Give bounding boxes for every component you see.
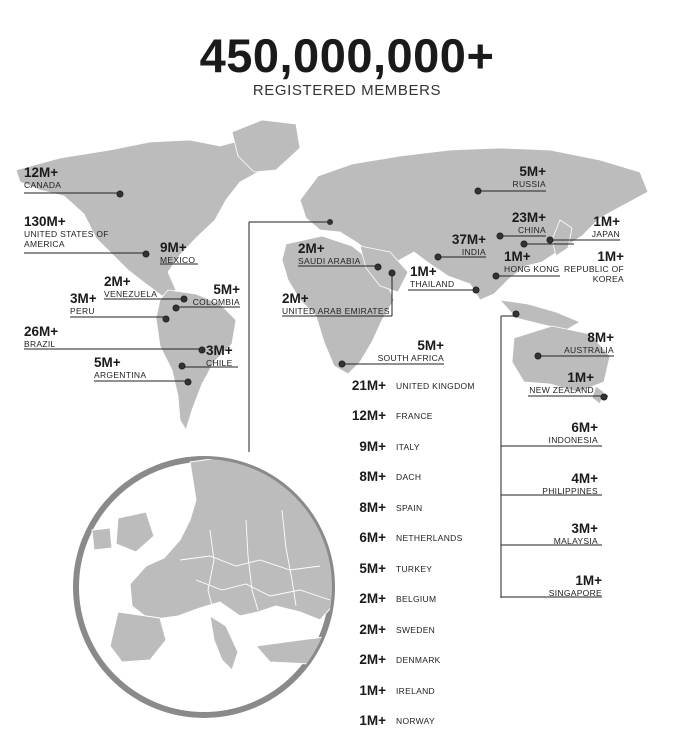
label-russia: 5M+ RUSSIA (512, 164, 546, 189)
europe-row: 6M+ NETHERLANDS (359, 530, 463, 545)
label-uae: 2M+ UNITED ARAB EMIRATES (282, 291, 390, 316)
label-australia: 8M+ AUSTRALIA (564, 330, 614, 355)
label-canada: 12M+ CANADA (24, 165, 62, 190)
europe-row: 2M+ DENMARK (359, 652, 441, 667)
label-colombia: 5M+ COLOMBIA (192, 282, 240, 307)
label-mexico: 9M+ MEXICO (160, 240, 196, 265)
europe-row: 2M+ BELGIUM (359, 591, 437, 606)
label-usa: 130M+ UNITED STATES OF AMERICA (24, 214, 109, 249)
label-korea: 1M+ REPUBLIC OF KOREA (564, 249, 624, 284)
label-india: 37M+ INDIA (451, 232, 486, 257)
europe-row: 1M+ IRELAND (359, 683, 435, 698)
label-philippines: 4M+ PHILIPPINES (542, 471, 598, 496)
europe-row: 8M+ SPAIN (359, 500, 423, 515)
europe-row: 1M+ NORWAY (359, 713, 435, 728)
label-new-zealand: 1M+ NEW ZEALAND (529, 370, 594, 395)
label-argentina: 5M+ ARGENTINA (94, 355, 147, 380)
label-china: 23M+ CHINA (511, 210, 546, 235)
label-thailand: 1M+ THAILAND (410, 264, 455, 289)
europe-row: 12M+ FRANCE (351, 408, 433, 423)
label-venezuela: 2M+ VENEZUELA (104, 274, 158, 299)
label-peru: 3M+ PERU (70, 291, 97, 316)
europe-row: 5M+ TURKEY (359, 561, 433, 576)
europe-row: 21M+ UNITED KINGDOM (351, 378, 475, 393)
label-japan: 1M+ JAPAN (591, 214, 620, 239)
europe-row: 2M+ SWEDEN (359, 622, 436, 637)
label-singapore: 1M+ SINGAPORE (548, 573, 602, 598)
southeast-asia (500, 300, 580, 330)
europe-row: 9M+ ITALY (359, 439, 420, 454)
europe-row: 8M+ DACH (359, 469, 422, 484)
label-chile: 3M+ CHILE (206, 343, 233, 368)
label-indonesia: 6M+ INDONESIA (548, 420, 598, 445)
label-saudi-arabia: 2M+ SAUDI ARABIA (298, 241, 361, 266)
total-members: 450,000,000+ (199, 29, 495, 82)
total-members-caption: REGISTERED MEMBERS (252, 82, 442, 99)
label-south-africa: 5M+ SOUTH AFRICA (377, 338, 444, 363)
label-malaysia: 3M+ MALAYSIA (553, 521, 598, 546)
label-hong-kong: 1M+ HONG KONG (504, 249, 560, 274)
label-brazil: 26M+ BRAZIL (24, 324, 59, 349)
